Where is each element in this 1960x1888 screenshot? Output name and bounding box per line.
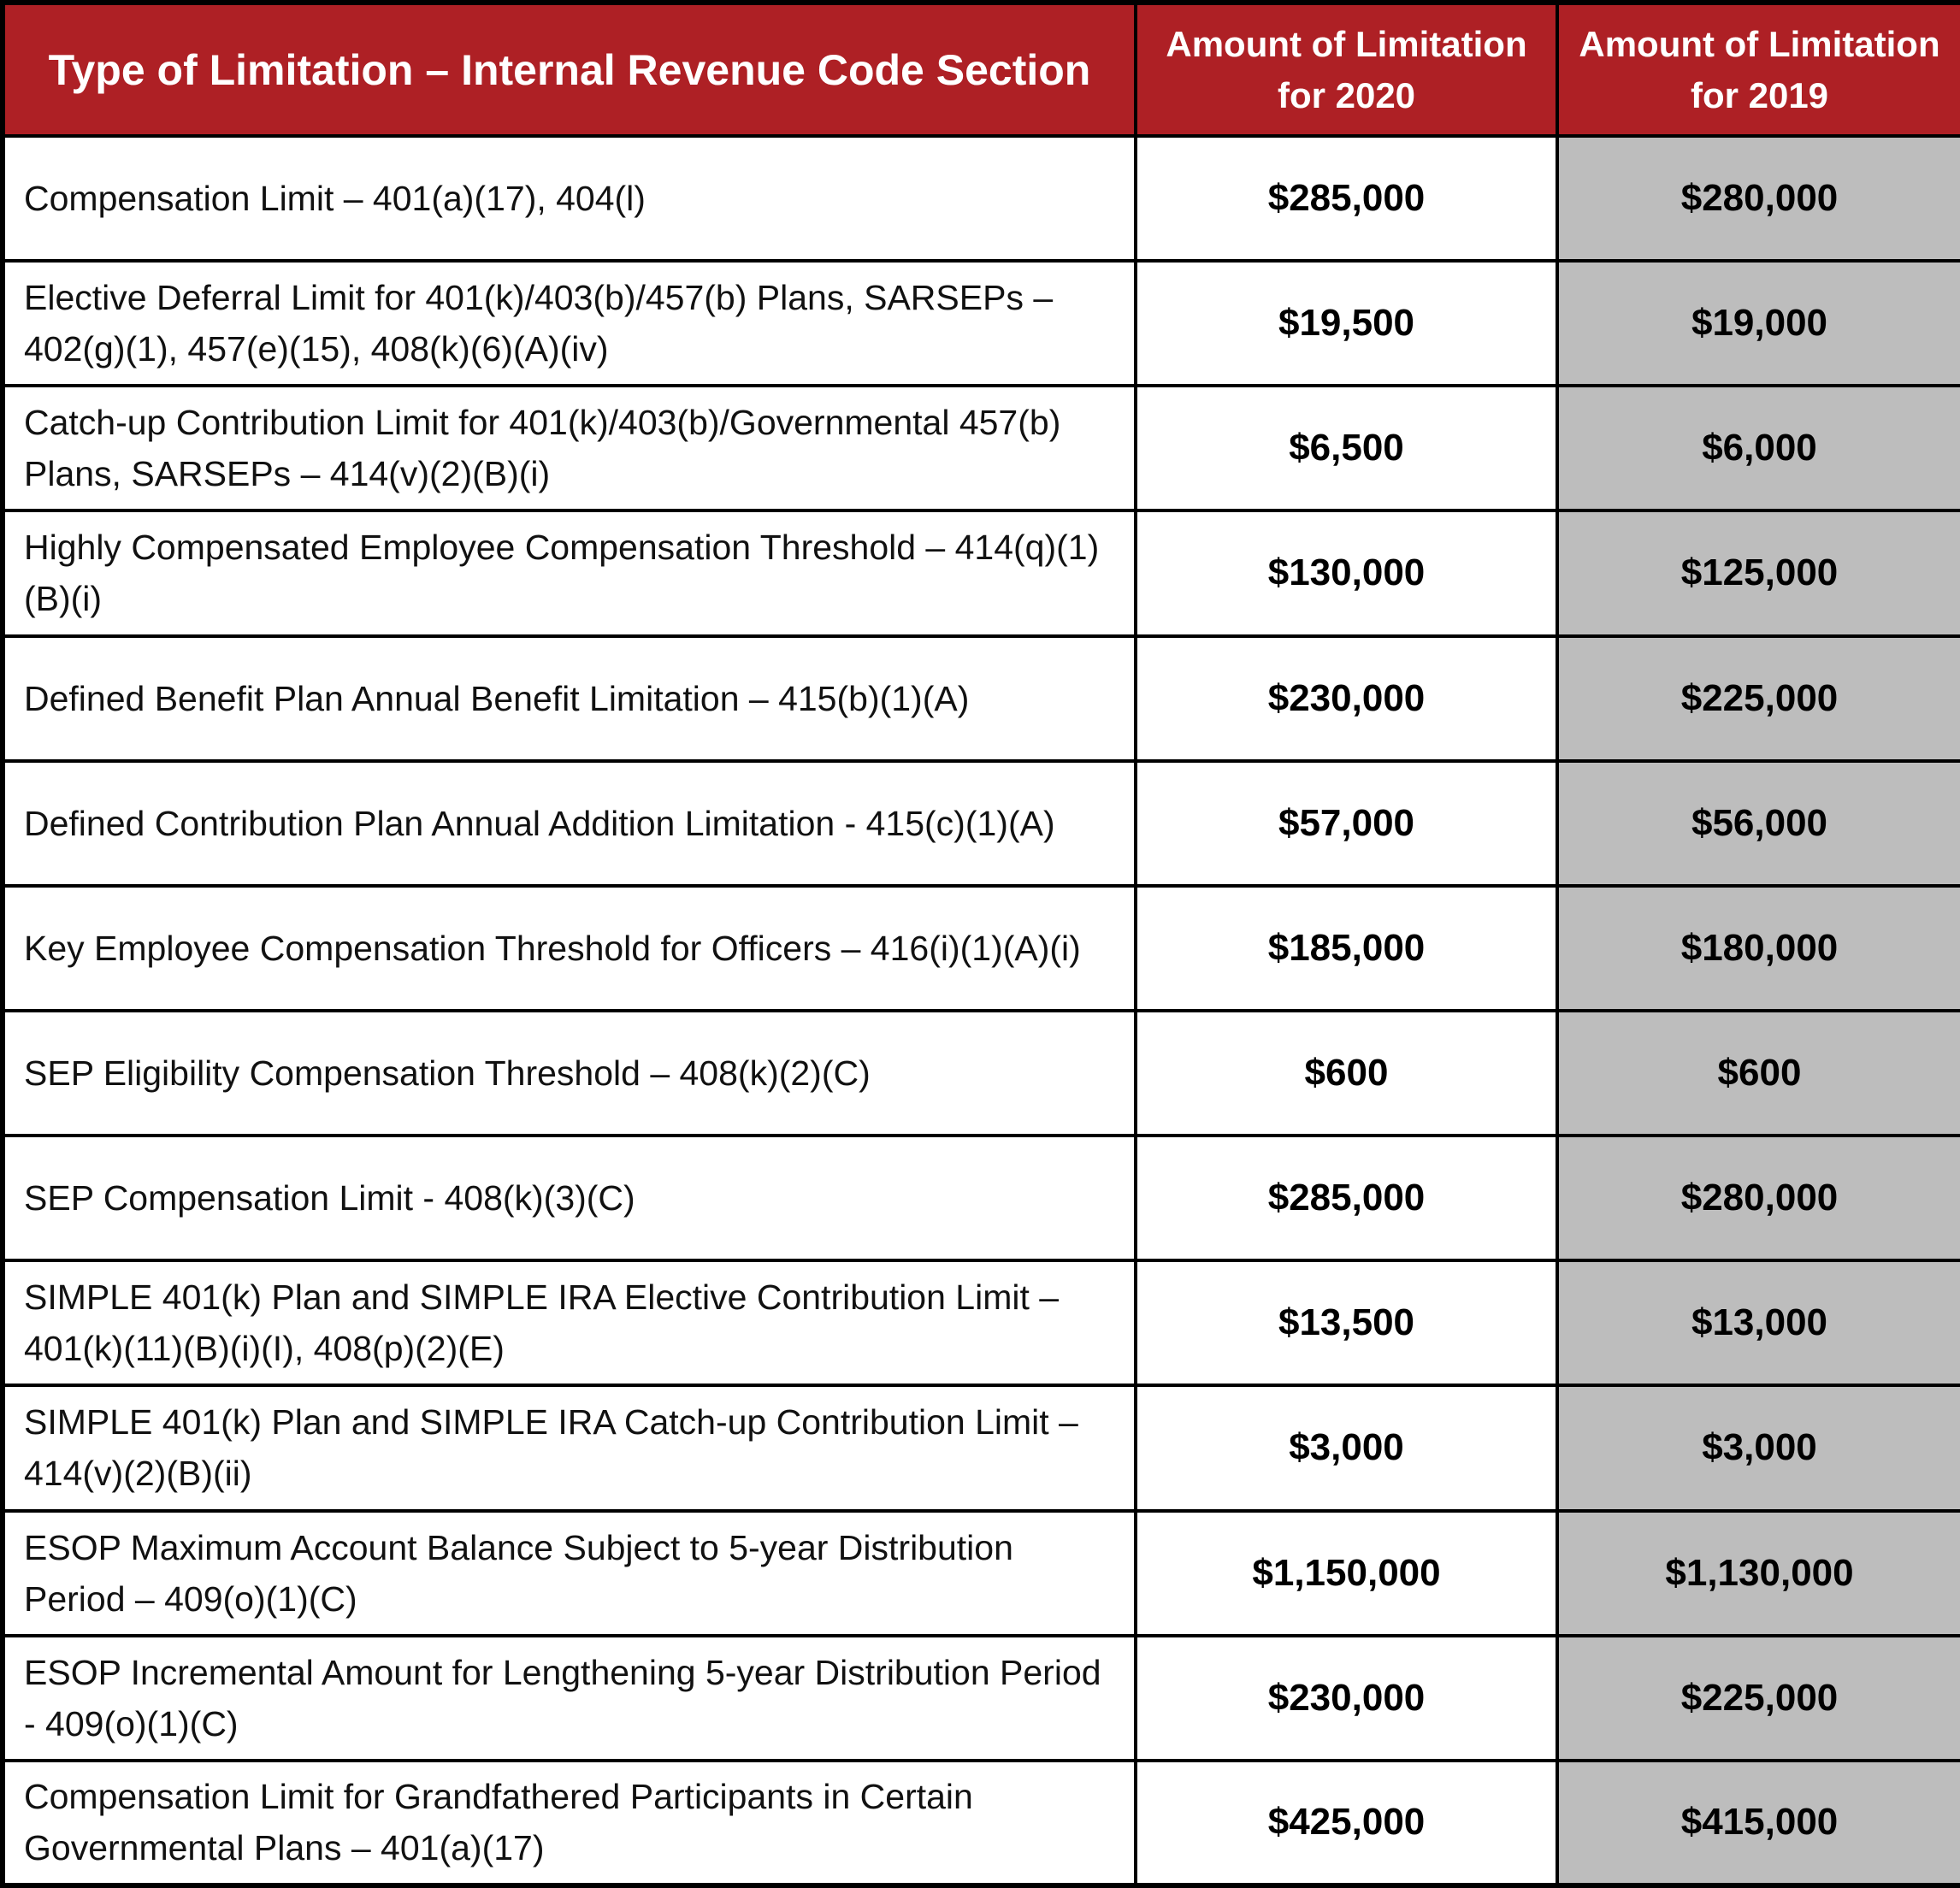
amount-2019-cell: $415,000 [1557, 1761, 1960, 1885]
amount-2020-cell: $600 [1136, 1011, 1557, 1136]
table-row [3, 1511, 1960, 1636]
amount-2020-cell: $1,150,000 [1136, 1511, 1557, 1636]
table-row [3, 1385, 1960, 1510]
table-row [3, 886, 1960, 1011]
amount-2019-cell: $280,000 [1557, 1136, 1960, 1260]
amount-2019-cell: $19,000 [1557, 261, 1960, 386]
amount-2020-cell: $285,000 [1136, 136, 1557, 261]
amount-2020-cell: $3,000 [1136, 1385, 1557, 1510]
amount-2020-cell: $19,500 [1136, 261, 1557, 386]
amount-2019-cell: $1,130,000 [1557, 1511, 1960, 1636]
limitation-type-cell: SIMPLE 401(k) Plan and SIMPLE IRA Elective Contribution Limit – 401(k)(11)(B)(i)(I), 408(p)(2)(E) [3, 1260, 1136, 1385]
header-amount-2019: Amount of Limitation for 2019 [1557, 3, 1960, 136]
amount-2020-cell: $425,000 [1136, 1761, 1557, 1885]
limitation-type-cell: Elective Deferral Limit for 401(k)/403(b)/457(b) Plans, SARSEPs – 402(g)(1), 457(e)(15), 408(k)(6)(A)(iv) [3, 261, 1136, 386]
header-amount-2020: Amount of Limitation for 2020 [1136, 3, 1557, 136]
amount-2019-cell: $3,000 [1557, 1385, 1960, 1510]
limitation-type-cell: Compensation Limit – 401(a)(17), 404(l) [3, 136, 1136, 261]
amount-2019-cell: $125,000 [1557, 510, 1960, 635]
amount-2019-cell: $180,000 [1557, 886, 1960, 1011]
table-row [3, 1011, 1960, 1136]
table-row [3, 1636, 1960, 1761]
table-row [3, 636, 1960, 761]
table-row [3, 510, 1960, 635]
amount-2020-cell: $13,500 [1136, 1260, 1557, 1385]
amount-2020-cell: $230,000 [1136, 1636, 1557, 1761]
amount-2019-cell: $225,000 [1557, 636, 1960, 761]
header-type-of-limitation: Type of Limitation – Internal Revenue Code Section [3, 3, 1136, 136]
table-row [3, 1260, 1960, 1385]
amount-2019-cell: $13,000 [1557, 1260, 1960, 1385]
amount-2020-cell: $285,000 [1136, 1136, 1557, 1260]
limitation-type-cell: Compensation Limit for Grandfathered Participants in Certain Governmental Plans – 401(a)(17) [3, 1761, 1136, 1885]
table-body [3, 136, 1960, 1885]
amount-2020-cell: $57,000 [1136, 761, 1557, 886]
table-row [3, 1761, 1960, 1885]
amount-2019-cell: $225,000 [1557, 1636, 1960, 1761]
table-row [3, 386, 1960, 510]
limitation-type-cell: SEP Compensation Limit - 408(k)(3)(C) [3, 1136, 1136, 1260]
table-row [3, 1136, 1960, 1260]
limitation-type-cell: Highly Compensated Employee Compensation Threshold – 414(q)(1)(B)(i) [3, 510, 1136, 635]
amount-2020-cell: $185,000 [1136, 886, 1557, 1011]
table-row [3, 761, 1960, 886]
amount-2019-cell: $56,000 [1557, 761, 1960, 886]
limitation-type-cell: Catch-up Contribution Limit for 401(k)/403(b)/Governmental 457(b) Plans, SARSEPs – 414(v)(2)(B)(i) [3, 386, 1136, 510]
limitation-type-cell: SIMPLE 401(k) Plan and SIMPLE IRA Catch-up Contribution Limit – 414(v)(2)(B)(ii) [3, 1385, 1136, 1510]
limitation-type-cell: ESOP Incremental Amount for Lengthening 5-year Distribution Period - 409(o)(1)(C) [3, 1636, 1136, 1761]
limitation-type-cell: Key Employee Compensation Threshold for Officers – 416(i)(1)(A)(i) [3, 886, 1136, 1011]
amount-2020-cell: $130,000 [1136, 510, 1557, 635]
limitation-type-cell: ESOP Maximum Account Balance Subject to 5-year Distribution Period – 409(o)(1)(C) [3, 1511, 1136, 1636]
amount-2020-cell: $230,000 [1136, 636, 1557, 761]
amount-2019-cell: $280,000 [1557, 136, 1960, 261]
table-row [3, 261, 1960, 386]
amount-2019-cell: $6,000 [1557, 386, 1960, 510]
header-row [3, 3, 1960, 136]
limitation-type-cell: SEP Eligibility Compensation Threshold – 408(k)(2)(C) [3, 1011, 1136, 1136]
table-row [3, 136, 1960, 261]
amount-2020-cell: $6,500 [1136, 386, 1557, 510]
limitation-type-cell: Defined Benefit Plan Annual Benefit Limitation – 415(b)(1)(A) [3, 636, 1136, 761]
limitation-type-cell: Defined Contribution Plan Annual Addition Limitation - 415(c)(1)(A) [3, 761, 1136, 886]
amount-2019-cell: $600 [1557, 1011, 1960, 1136]
